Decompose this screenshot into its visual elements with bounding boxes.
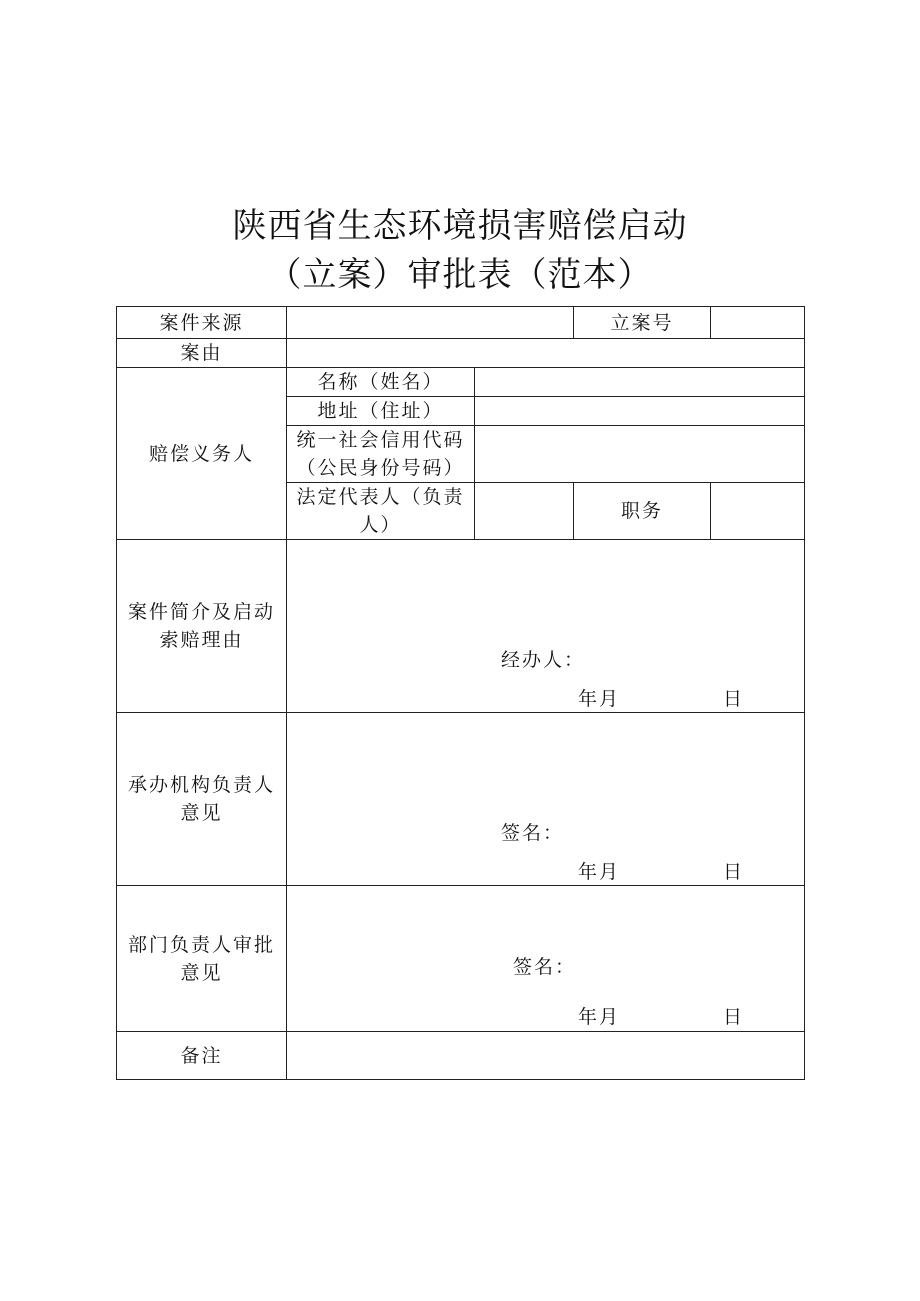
year-month-label: 年月 [578, 861, 621, 883]
handler-label: 经办人： [501, 649, 586, 671]
dept-opinion-row [117, 886, 805, 1032]
document-title-line-2: （立案）审批表（范本） [267, 255, 653, 295]
case-number-field[interactable] [711, 307, 805, 339]
remarks-label: 备注 [117, 1032, 287, 1080]
org-opinion-label-line-1: 承办机构负责人 [127, 774, 275, 796]
day-label: 日 [723, 861, 745, 883]
org-opinion-field[interactable] [287, 713, 805, 886]
year-month-label: 年月 [578, 688, 621, 710]
case-source-label: 案件来源 [117, 307, 287, 339]
obligor-label: 赔偿义务人 [117, 368, 287, 540]
case-source-field[interactable] [287, 307, 574, 339]
credit-code-label-line-2: （公民身份号码） [296, 457, 465, 479]
document-title-line-1: 陕西省生态环境损害赔偿启动 [232, 206, 688, 246]
signature-label: 签名： [513, 956, 577, 978]
legal-rep-field[interactable] [475, 483, 574, 540]
signature-label: 签名： [501, 822, 565, 844]
obligor-name-row [117, 368, 805, 397]
dept-opinion-field[interactable] [287, 886, 805, 1032]
legal-rep-label [287, 483, 475, 540]
case-cause-label: 案由 [117, 339, 287, 368]
org-opinion-row [117, 713, 805, 886]
position-label: 职务 [574, 483, 711, 540]
remarks-field[interactable] [287, 1032, 805, 1080]
credit-code-label-line-1: 统一社会信用代码 [296, 429, 465, 451]
dept-opinion-label-line-1: 部门负责人审批 [127, 933, 275, 956]
credit-code-field[interactable] [475, 426, 805, 483]
legal-rep-label-line-2: 人） [359, 514, 402, 536]
name-label: 名称（姓名） [287, 368, 475, 397]
address-label: 地址（住址） [287, 397, 475, 426]
case-summary-label [117, 540, 287, 713]
case-cause-row [117, 339, 805, 368]
address-field[interactable] [475, 397, 805, 426]
dept-opinion-label [117, 886, 287, 1032]
credit-code-label [287, 426, 475, 483]
case-summary-row [117, 540, 805, 713]
legal-rep-label-line-1: 法定代表人（负责 [296, 486, 465, 508]
case-summary-label-line-1: 案件简介及启动 [127, 601, 275, 623]
case-source-row [117, 307, 805, 339]
dept-opinion-label-line-2: 意见 [180, 961, 223, 984]
name-field[interactable] [475, 368, 805, 397]
approval-form-table [116, 306, 805, 1080]
day-label: 日 [723, 1006, 745, 1028]
case-cause-field[interactable] [287, 339, 805, 368]
remarks-row [117, 1032, 805, 1080]
position-field[interactable] [711, 483, 805, 540]
case-summary-label-line-2: 索赔理由 [159, 629, 244, 651]
case-number-label: 立案号 [574, 307, 711, 339]
day-label: 日 [723, 688, 745, 710]
case-summary-field[interactable] [287, 540, 805, 713]
org-opinion-label [117, 713, 287, 886]
year-month-label: 年月 [578, 1006, 621, 1028]
org-opinion-label-line-2: 意见 [180, 802, 223, 824]
